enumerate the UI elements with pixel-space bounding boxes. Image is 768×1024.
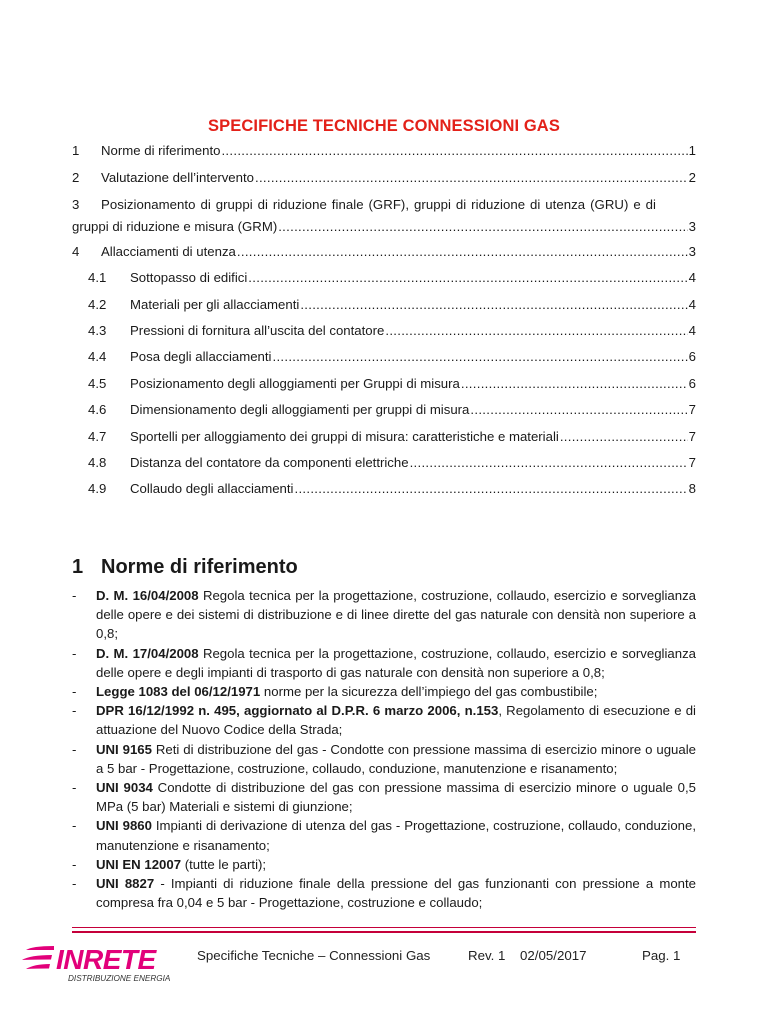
norm-reference: DPR 16/12/1992 n. 495, aggiornato al D.P.R. 6 marzo 2006, n.153 [96,703,499,719]
toc-entry[interactable] [88,402,696,420]
toc-page: 6 [688,349,696,364]
toc-entry[interactable] [88,429,696,447]
norm-reference: D. M. 17/04/2008 [96,645,199,661]
toc-number: 4.6 [88,402,107,417]
toc-number: 4.2 [88,297,107,312]
toc-entry[interactable] [72,244,696,262]
toc-number: 4 [72,244,80,259]
toc-entry[interactable] [88,349,696,367]
toc-page: 6 [688,376,696,391]
norm-reference: UNI 8827 [96,876,155,892]
list-item: - UNI 8827 - Impianti di riduzione finale della pressione del gas funzionanti con pressione a monte compresa fra 0,04 e 5 bar - Progettazione, costruzione e collaudo; [72,876,696,911]
list-item: - D. M. 16/04/2008 Regola tecnica per la progettazione, costruzione, collaudo, esercizio e sorveglianza delle opere e dei sistemi di distribuzione e di linee dirette del gas naturale con densità non superiore a 0,8; [72,588,696,642]
norm-reference: UNI 9165 [96,741,152,757]
toc-title: Sportelli per alloggiamento dei gruppi di misura: caratteristiche e materiali [130,429,559,444]
toc-number: 4.9 [88,481,107,496]
toc-title: Norme di riferimento [101,143,221,158]
toc-entry[interactable] [72,143,696,161]
toc-title: Sottopasso di edifici [130,270,248,285]
toc-title: Posa degli allacciamenti [130,349,272,364]
toc-page: 7 [688,429,696,444]
list-item: - UNI 9165 Reti di distribuzione del gas - Condotte con pressione massima di esercizio minore o uguale a 5 bar - Progettazione, costruzione, collaudo, conduzione, manutenzione e risanamento; [72,741,696,776]
toc-number: 4.1 [88,270,107,285]
section-heading [72,556,298,579]
toc-page: 4 [688,270,696,285]
toc-entry[interactable] [88,455,696,473]
norm-description: (tutte le parti); [181,856,267,872]
toc-title: Collaudo degli allacciamenti [130,481,294,496]
toc-title: Posizionamento degli alloggiamenti per Gruppi di misura [130,376,460,391]
logo-wordmark: INRETE [56,944,156,975]
toc-entry[interactable] [88,376,696,394]
norm-reference: UNI 9860 [96,818,152,834]
norm-description: Impianti di derivazione di utenza del gas - Progettazione, costruzione, collaudo, conduzione, manutenzione e risanamento; [96,818,696,853]
list-item: - UNI 9034 Condotte di distribuzione del gas con pressione massima di esercizio minore o uguale 0,5 MPa (5 bar) Materiali e sistemi di giunzione; [72,780,697,815]
norm-description: , Regolamento di esecuzione e di attuazione del Nuovo Codice della Strada; [96,703,696,738]
document-title: SPECIFICHE TECNICHE CONNESSIONI GAS [208,117,560,135]
toc-page: 4 [688,323,696,338]
toc-page: 7 [688,455,696,470]
toc-number: 2 [72,170,80,185]
footer-page-number: Pag. 1 [642,948,681,963]
toc-entry[interactable] [72,194,696,237]
toc-number: 1 [72,143,80,158]
toc-title: Materiali per gli allacciamenti [130,297,300,312]
toc-number: 4.4 [88,349,107,364]
norm-reference: UNI EN 12007 [96,856,182,872]
toc-number: 4.3 [88,323,107,338]
toc-title: Distanza del contatore da componenti elettriche [130,455,409,470]
toc-title: Allacciamenti di utenza [101,244,236,259]
toc-entry[interactable] [88,270,696,288]
toc-page: 1 [688,143,696,158]
toc-page: 4 [688,297,696,312]
list-item: - Legge 1083 del 06/12/1971 norme per la sicurezza dell’impiego del gas combustibile; [72,684,598,700]
toc-number: 4.5 [88,376,107,391]
toc-number: 4.7 [88,429,107,444]
norm-description: Condotte di distribuzione del gas con pressione massima di esercizio minore o uguale 0,5 MPa (5 bar) Materiali e sistemi di giunzione; [96,780,697,815]
norm-reference: Legge 1083 del 06/12/1971 [96,684,261,700]
toc-entry[interactable] [88,481,696,499]
toc-title-continued: gruppi di riduzione e misura (GRM) [72,218,278,234]
logo-stripes-icon [22,946,54,969]
toc-page: 3 [688,218,696,234]
inrete-logo [20,940,180,988]
toc-entry[interactable] [72,170,696,188]
footer-rule-thick [72,931,696,933]
toc-page: 8 [688,481,696,496]
toc-number: 3 [72,197,80,212]
norms-list [72,586,696,912]
toc-title: Posizionamento di gruppi di riduzione finale (GRF), gruppi di riduzione di utenza (GRU) e di [101,197,657,212]
section-title: Norme di riferimento [101,556,298,578]
norm-description: norme per la sicurezza dell’impiego del gas combustibile; [260,684,598,700]
toc-title: Dimensionamento degli alloggiamenti per gruppi di misura [130,402,470,417]
footer-doc-name: Specifiche Tecniche – Connessioni Gas [197,948,431,963]
logo-subtext: DISTRIBUZIONE ENERGIA [68,974,171,983]
footer-rule [72,927,696,928]
list-item: - DPR 16/12/1992 n. 495, aggiornato al D.P.R. 6 marzo 2006, n.153, Regolamento di esecuzione e di attuazione del Nuovo Codice della Strada; [72,703,696,738]
footer-revision: Rev. 1 [468,948,506,963]
toc-entry[interactable] [88,297,696,315]
norm-reference: D. M. 16/04/2008 [96,588,199,603]
toc-page: 3 [688,244,696,259]
section-number: 1 [72,556,84,578]
norm-description: - Impianti di riduzione finale della pressione del gas funzionanti con pressione a monte compresa fra 0,04 e 5 bar - Progettazione, costruzione e collaudo; [96,876,696,911]
norm-reference: UNI 9034 [96,780,153,796]
toc-title: Valutazione dell’intervento [101,170,254,185]
list-item: - UNI 9860 Impianti di derivazione di utenza del gas - Progettazione, costruzione, collaudo, conduzione, manutenzione e risanamento; [72,818,696,853]
toc-page: 2 [688,170,696,185]
footer-date: 02/05/2017 [520,948,587,963]
toc-entry[interactable] [88,323,696,341]
norm-description: Regola tecnica per la progettazione, costruzione, collaudo, esercizio e sorveglianza delle opere e dei sistemi di distribuzione e di linee dirette del gas naturale con densità non superiore a 0,8; [96,588,696,642]
list-item: - D. M. 17/04/2008 Regola tecnica per la progettazione, costruzione, collaudo, esercizio e sorveglianza delle opere e degli impianti di trasporto di gas naturale con densità non superiore a 0,8; [72,645,696,680]
norm-description: Regola tecnica per la progettazione, costruzione, collaudo, esercizio e sorveglianza delle opere e degli impianti di trasporto di gas naturale con densità non superiore a 0,8; [96,645,696,680]
list-item: - UNI EN 12007 (tutte le parti); [72,856,267,872]
toc-number: 4.8 [88,455,107,470]
norm-description: Reti di distribuzione del gas - Condotte con pressione massima di esercizio minore o uguale a 5 bar - Progettazione, costruzione, collaudo, conduzione, manutenzione e risanamento; [96,741,696,776]
toc-page: 7 [688,402,696,417]
toc-title: Pressioni di fornitura all’uscita del contatore [130,323,385,338]
